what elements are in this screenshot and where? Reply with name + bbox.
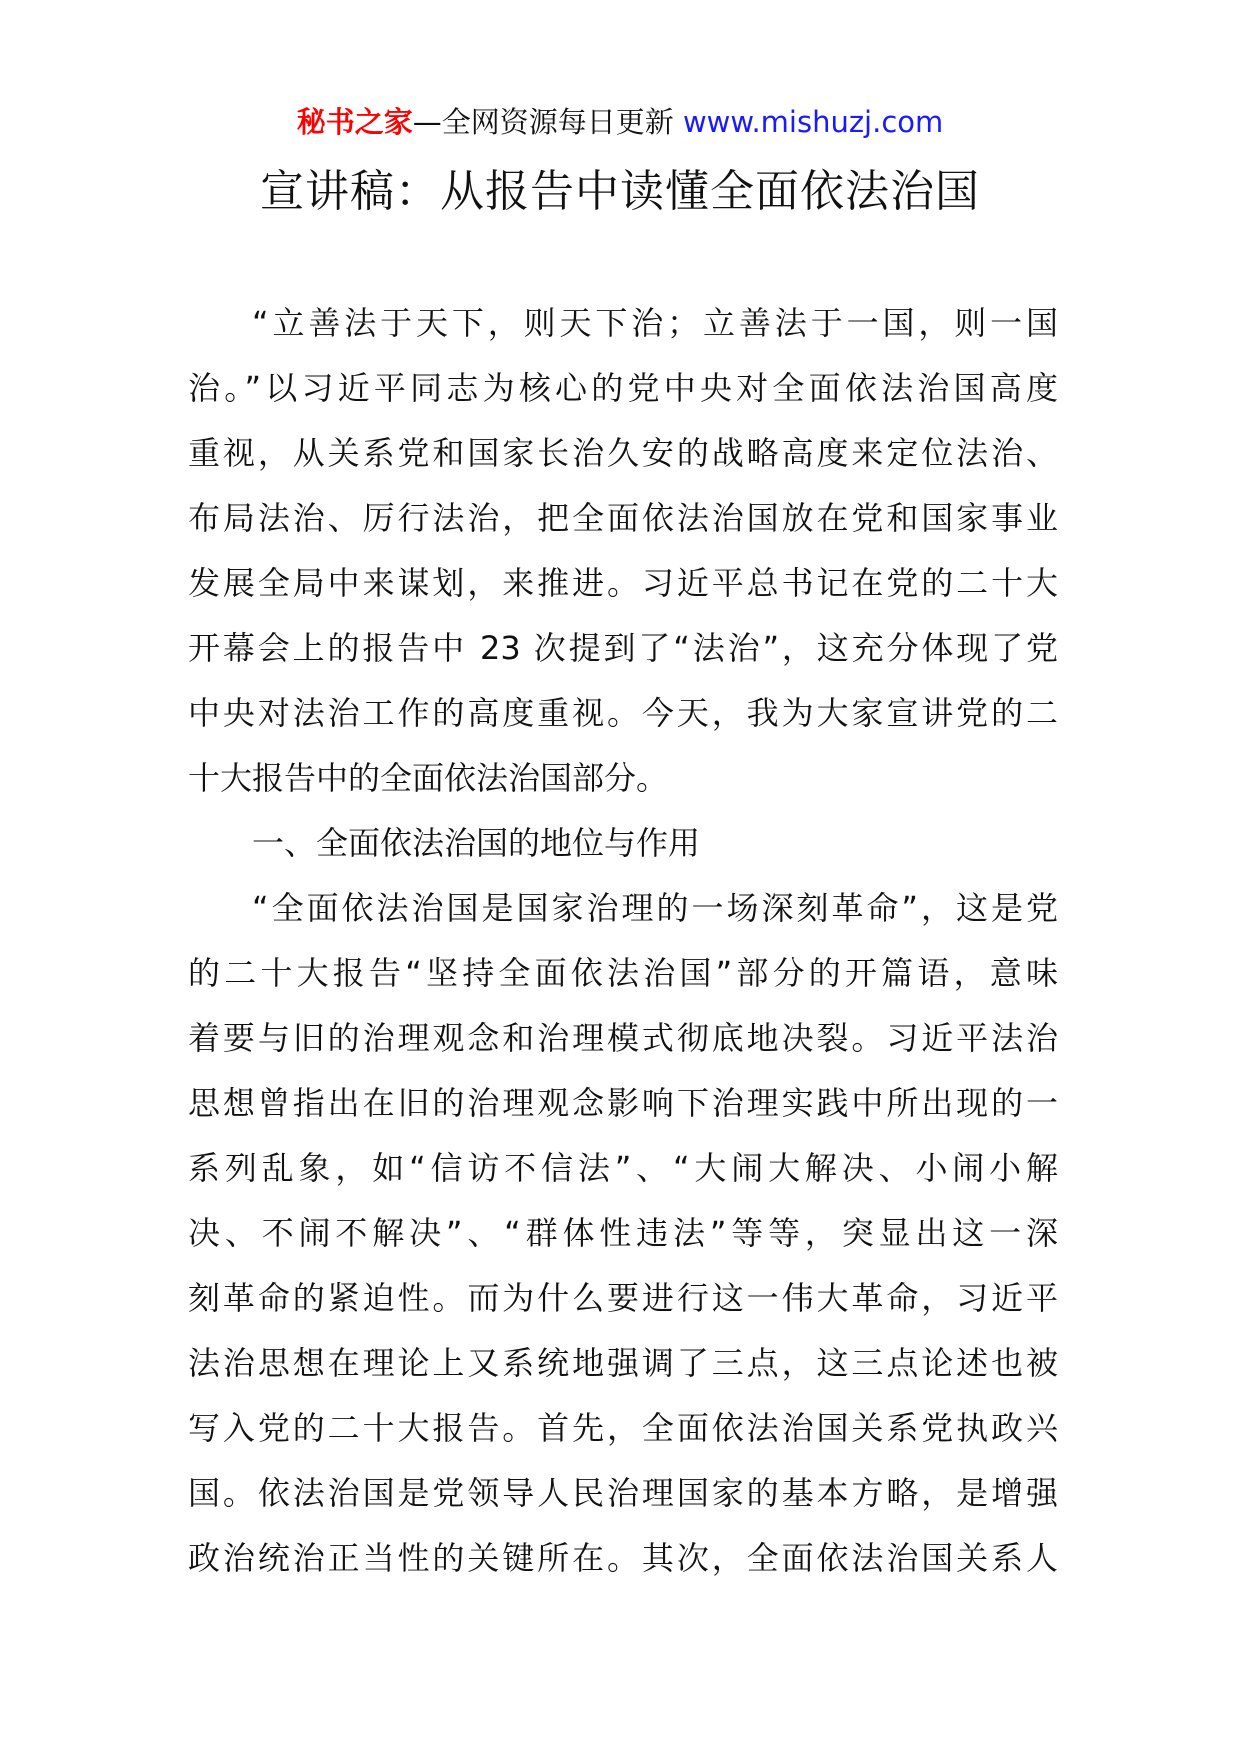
paragraph-line: 法治思想在理论上又系统地强调了三点，这三点论述也被 bbox=[188, 1344, 1058, 1382]
paragraph-line: 发展全局中来谋划，来推进。习近平总书记在党的二十大 bbox=[188, 564, 1058, 602]
paragraph-line: 十大报告中的全面依法治国部分。 bbox=[188, 759, 669, 797]
paragraph-line: 思想曾指出在旧的治理观念影响下治理实践中所出现的一 bbox=[188, 1084, 1058, 1122]
paragraph-line: 系列乱象，如“信访不信法”、“大闹大解决、小闹小解 bbox=[188, 1149, 1058, 1187]
paragraph-line: 布局法治、厉行法治，把全面依法治国放在党和国家事业 bbox=[188, 499, 1058, 537]
site-url[interactable]: www.mishuzj.com bbox=[682, 105, 944, 139]
paragraph-line: “全面依法治国是国家治理的一场深刻革命”，这是党 bbox=[252, 889, 1058, 927]
paragraph-line: 刻革命的紧迫性。而为什么要进行这一伟大革命，习近平 bbox=[188, 1279, 1058, 1317]
paragraph-line: 中央对法治工作的高度重视。今天，我为大家宣讲党的二 bbox=[188, 694, 1058, 732]
section-heading: 一、全面依法治国的地位与作用 bbox=[252, 824, 701, 862]
document-body bbox=[188, 291, 1058, 1591]
paragraph-line: 治。”以习近平同志为核心的党中央对全面依法治国高度 bbox=[188, 369, 1058, 407]
paragraph-line: 着要与旧的治理观念和治理模式彻底地决裂。习近平法治 bbox=[188, 1019, 1058, 1057]
paragraph-line: 政治统治正当性的关键所在。其次，全面依法治国关系人 bbox=[188, 1539, 1058, 1577]
brand-name: 秘书之家 bbox=[296, 105, 413, 139]
paragraph-line: 重视，从关系党和国家长治久安的战略高度来定位法治、 bbox=[188, 434, 1058, 472]
paragraph-line: 写入党的二十大报告。首先，全面依法治国关系党执政兴 bbox=[188, 1409, 1058, 1447]
paragraph-line: “立善法于天下，则天下治；立善法于一国，则一国 bbox=[252, 304, 1058, 342]
document-title: 宣讲稿：从报告中读懂全面依法治国 bbox=[260, 166, 980, 217]
paragraph-line: 国。依法治国是党领导人民治理国家的基本方略，是增强 bbox=[188, 1474, 1058, 1512]
paragraph-line: 的二十大报告“坚持全面依法治国”部分的开篇语，意味 bbox=[188, 954, 1058, 992]
header-tagline: —全网资源每日更新 bbox=[412, 105, 683, 139]
site-header bbox=[0, 100, 1240, 144]
paragraph-line: 决、不闹不解决”、“群体性违法”等等，突显出这一深 bbox=[188, 1214, 1058, 1252]
paragraph-line: 开幕会上的报告中 23 次提到了“法治”，这充分体现了党 bbox=[188, 629, 1058, 667]
